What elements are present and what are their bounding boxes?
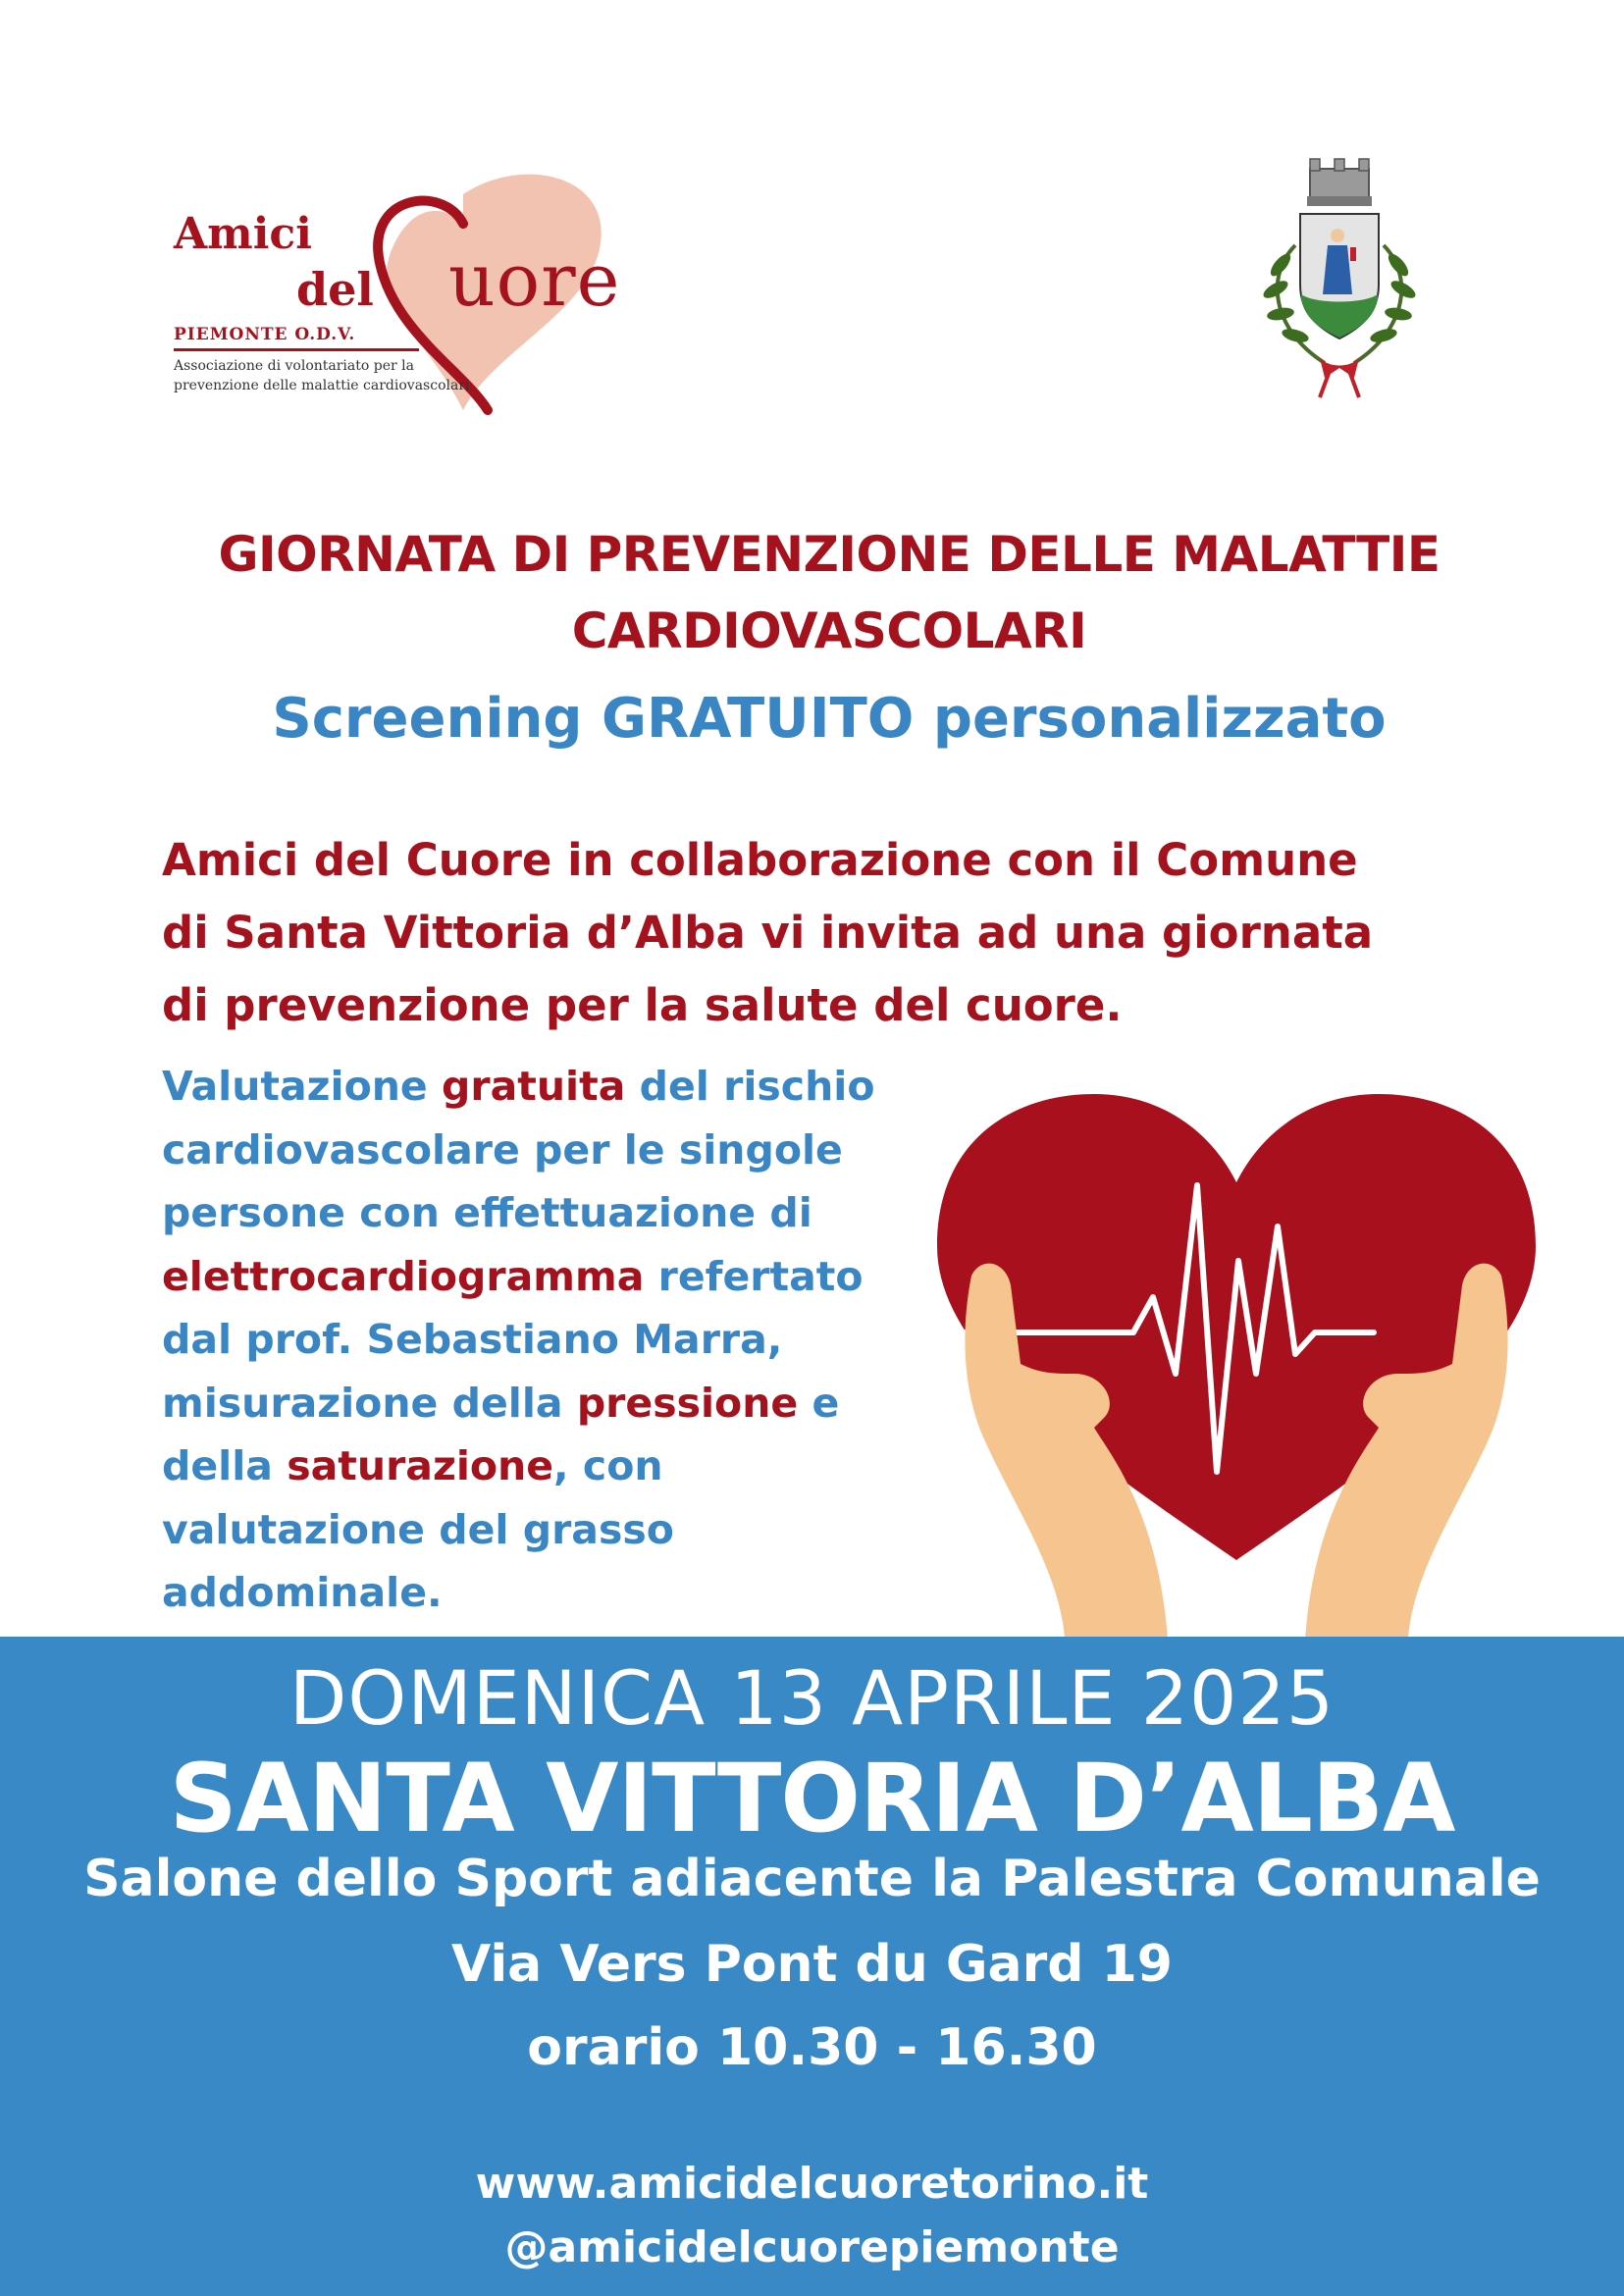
- description-line: [162, 1372, 908, 1435]
- page-title-line-1: GIORNATA DI PREVENZIONE DELLE MALATTIE: [218, 526, 1441, 583]
- social-handle[interactable]: @amicidelcuorepiemonte: [504, 2222, 1120, 2272]
- description-text: e: [798, 1379, 840, 1427]
- logo-region: PIEMONTE O.D.V.: [174, 325, 419, 351]
- logo-tagline-2: prevenzione delle malattie cardiovascolari: [174, 378, 470, 393]
- description-text: del rischio: [625, 1063, 875, 1110]
- logo-word-del: del: [296, 263, 374, 316]
- event-address: Via Vers Pont du Gard 19: [451, 1935, 1173, 1994]
- logo-word-amici: Amici: [174, 209, 312, 259]
- description-text: misurazione della: [162, 1379, 577, 1427]
- heart-in-hands-icon: [922, 1079, 1550, 1639]
- page-title-line-2: CARDIOVASCOLARI: [571, 602, 1087, 659]
- event-venue: Salone dello Sport adiacente la Palestra Comunale: [83, 1850, 1541, 1908]
- event-town: SANTA VITTORIA D’ALBA: [169, 1744, 1455, 1853]
- description-line: dal prof. Sebastiano Marra,: [162, 1316, 783, 1363]
- description-text: refertato: [644, 1252, 864, 1300]
- intro-line-2: di Santa Vittoria d’Alba vi invita ad una giornata: [162, 907, 1374, 959]
- description-line: persone con effettuazione di: [162, 1189, 812, 1236]
- page-title: [118, 516, 1541, 669]
- description-line: [162, 1245, 908, 1309]
- municipal-crest-icon: [1227, 157, 1452, 407]
- description-line: addominale.: [162, 1569, 443, 1616]
- description-text: della: [162, 1442, 288, 1489]
- description-highlight: elettrocardiogramma: [162, 1252, 645, 1300]
- intro-line-1: Amici del Cuore in collaborazione con il Comune: [162, 834, 1358, 886]
- intro-line-3: di prevenzione per la salute del cuore.: [162, 979, 1123, 1031]
- description-paragraph: [162, 1055, 908, 1625]
- description-text: Valutazione: [162, 1063, 443, 1110]
- description-line: [162, 1055, 908, 1119]
- description-text: , con: [553, 1442, 663, 1489]
- description-line: cardiovascolare per le singole: [162, 1125, 843, 1174]
- description-highlight: saturazione: [287, 1442, 554, 1489]
- intro-paragraph: [162, 824, 1467, 1042]
- logo-tagline-1: Associazione di volontariato per la: [174, 358, 414, 374]
- description-line: [162, 1435, 908, 1498]
- event-date: DOMENICA 13 APRILE 2025: [288, 1654, 1336, 1742]
- description-line: valutazione del grasso: [162, 1505, 674, 1553]
- page-subtitle: Screening GRATUITO personalizzato: [272, 687, 1387, 751]
- logo-word-cuore: uore: [448, 238, 621, 323]
- description-highlight: pressione: [576, 1379, 799, 1427]
- amici-del-cuore-logo: [169, 165, 718, 420]
- website-link[interactable]: www.amicidelcuoretorino.it: [475, 2159, 1149, 2209]
- description-highlight: gratuita: [442, 1063, 626, 1110]
- event-hours: orario 10.30 - 16.30: [527, 2018, 1097, 2077]
